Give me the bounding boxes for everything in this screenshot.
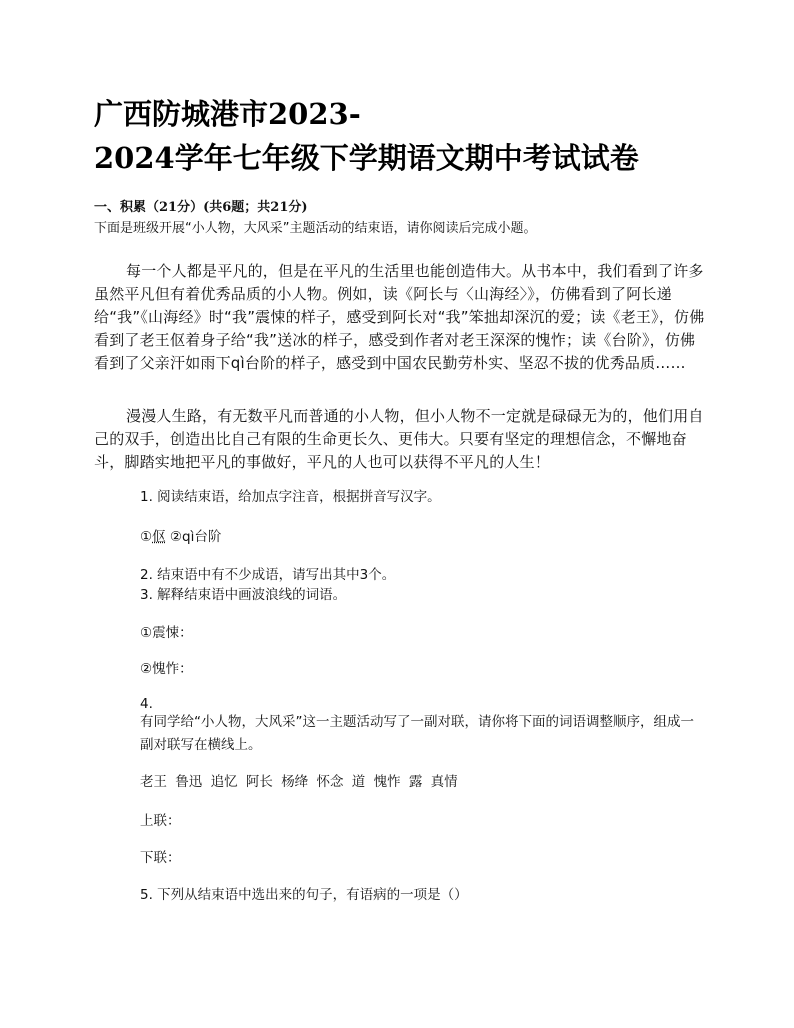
word-item: 追忆	[210, 774, 238, 790]
q1-item-b-text: qì台阶	[182, 529, 222, 545]
question-4-number: 4.	[140, 696, 153, 712]
question-4: 有同学给“小人物，大风采”这一主题活动写了一副对联，请你将下面的词语调整顺序，组成一副对联写在横线上。	[140, 714, 694, 753]
question-3: 3. 解释结束语中画波浪线的词语。	[140, 587, 347, 603]
question-3-item-b: ②愧怍：	[140, 661, 193, 677]
q1-item-a-number: ①	[140, 529, 153, 545]
passage-paragraph-2: 漫漫人生路，有无数平凡而普通的小人物，但小人物不一定就是碌碌无为的，他们用自己的双手，创造出比自己有限的生命更长久、更伟大。只要有坚定的理想信念，不懈地奋斗，脚踏实地把平凡的事做好，平凡的人也可以获得不平凡的人生！	[94, 407, 704, 471]
title-line-2: 2024学年七年级下学期语文期中考试试卷	[94, 141, 639, 175]
question-5: 5. 下列从结束语中选出来的句子，有语病的一项是（）	[140, 887, 468, 903]
section-intro: 下面是班级开展“小人物，大风采”主题活动的结束语，请你阅读后完成小题。	[94, 221, 537, 236]
question-1-items	[140, 528, 221, 546]
passage-paragraph-1: 每一个人都是平凡的，但是在平凡的生活里也能创造伟大。从书本中，我们看到了许多虽然平凡但有着优秀品质的小人物。例如，读《阿长与〈山海经〉》，仿佛看到了阿长递给“我”《山海经》时“我”震悚的样子，感受到阿长对“我”笨拙却深沉的爱；读《老王》，仿佛看到了老王伛着身子给“我”送冰的样子，感受到作者对老王深深的愧怍；读《台阶》，仿佛看到了父亲汗如雨下qì台阶的样子，感受到中国农民勤劳朴实、坚忍不拔的优秀品质……	[94, 262, 705, 372]
word-item: 怀念	[316, 774, 344, 790]
question-4-upper-couplet: 上联：	[140, 813, 181, 829]
word-item: 露	[408, 774, 423, 790]
title-line-1: 广西防城港市2023-	[94, 97, 361, 131]
question-2: 2. 结束语中有不少成语，请写出其中3个。	[140, 567, 396, 583]
question-1: 1. 阅读结束语，给加点字注音，根据拼音写汉字。	[140, 489, 441, 505]
word-item: 阿长	[245, 774, 273, 790]
q1-item-a-char: 伛	[152, 529, 166, 545]
document-title	[94, 92, 734, 180]
word-item: 老王	[140, 774, 167, 790]
word-item: 愧怍	[373, 774, 401, 790]
word-item: 杨绛	[281, 774, 309, 790]
word-item: 鲁迅	[175, 774, 203, 790]
word-item: 道	[351, 774, 366, 790]
word-item: 真情	[430, 774, 458, 790]
question-4-lower-couplet: 下联：	[140, 850, 181, 866]
q1-item-b-number: ②	[169, 529, 183, 545]
question-3-item-a: ①震悚：	[140, 625, 193, 641]
question-4-word-list	[140, 773, 462, 791]
section-heading: 一、积累（21分）(共6题；共21分)	[94, 200, 308, 215]
